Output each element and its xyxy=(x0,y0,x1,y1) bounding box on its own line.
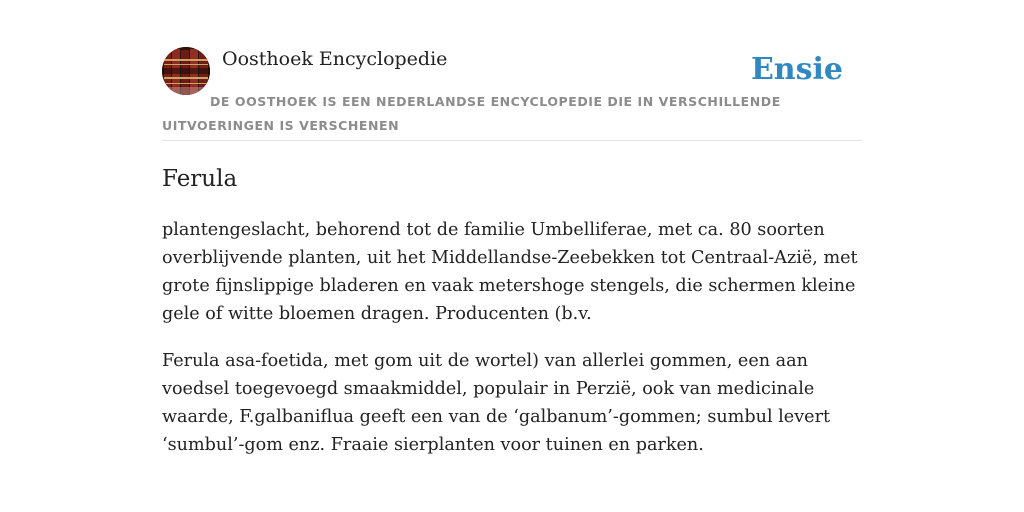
source-name[interactable]: Oosthoek Encyclopedie xyxy=(222,48,448,70)
source-description: DE OOSTHOEK IS EEN NEDERLANDSE ENCYCLOPEDIE DIE IN VERSCHILLENDE UITVOERINGEN IS VERSCHENEN xyxy=(162,94,781,133)
source-header xyxy=(162,46,862,141)
article-paragraph-1: plantengeslacht, behorend tot de familie Umbelliferae, met ca. 80 soorten overblijvende planten, uit het Middellandse-Zeebekken tot Centraal-Azië, met grote fijnslippige bladeren en vaak metershoge stengels, die schermen kleine gele of witte bloemen dragen. Producenten (b.v. xyxy=(162,220,858,324)
article-paragraph-2: Ferula asa-foetida, met gom uit de wortel) van allerlei gommen, een aan voedsel toegevoegd smaakmiddel, populair in Perzië, ook van medicinale waarde, F.galbaniflua geeft een van de ‘galbanum’-gommen; sumbul levert ‘sumbul’-gom enz. Fraaie sierplanten voor tuinen en parken. xyxy=(162,351,831,455)
article-title: Ferula xyxy=(162,166,238,192)
encyclopedia-books-icon xyxy=(162,47,210,95)
brand-logo[interactable]: Ensie xyxy=(750,52,843,87)
source-avatar[interactable] xyxy=(162,47,210,95)
